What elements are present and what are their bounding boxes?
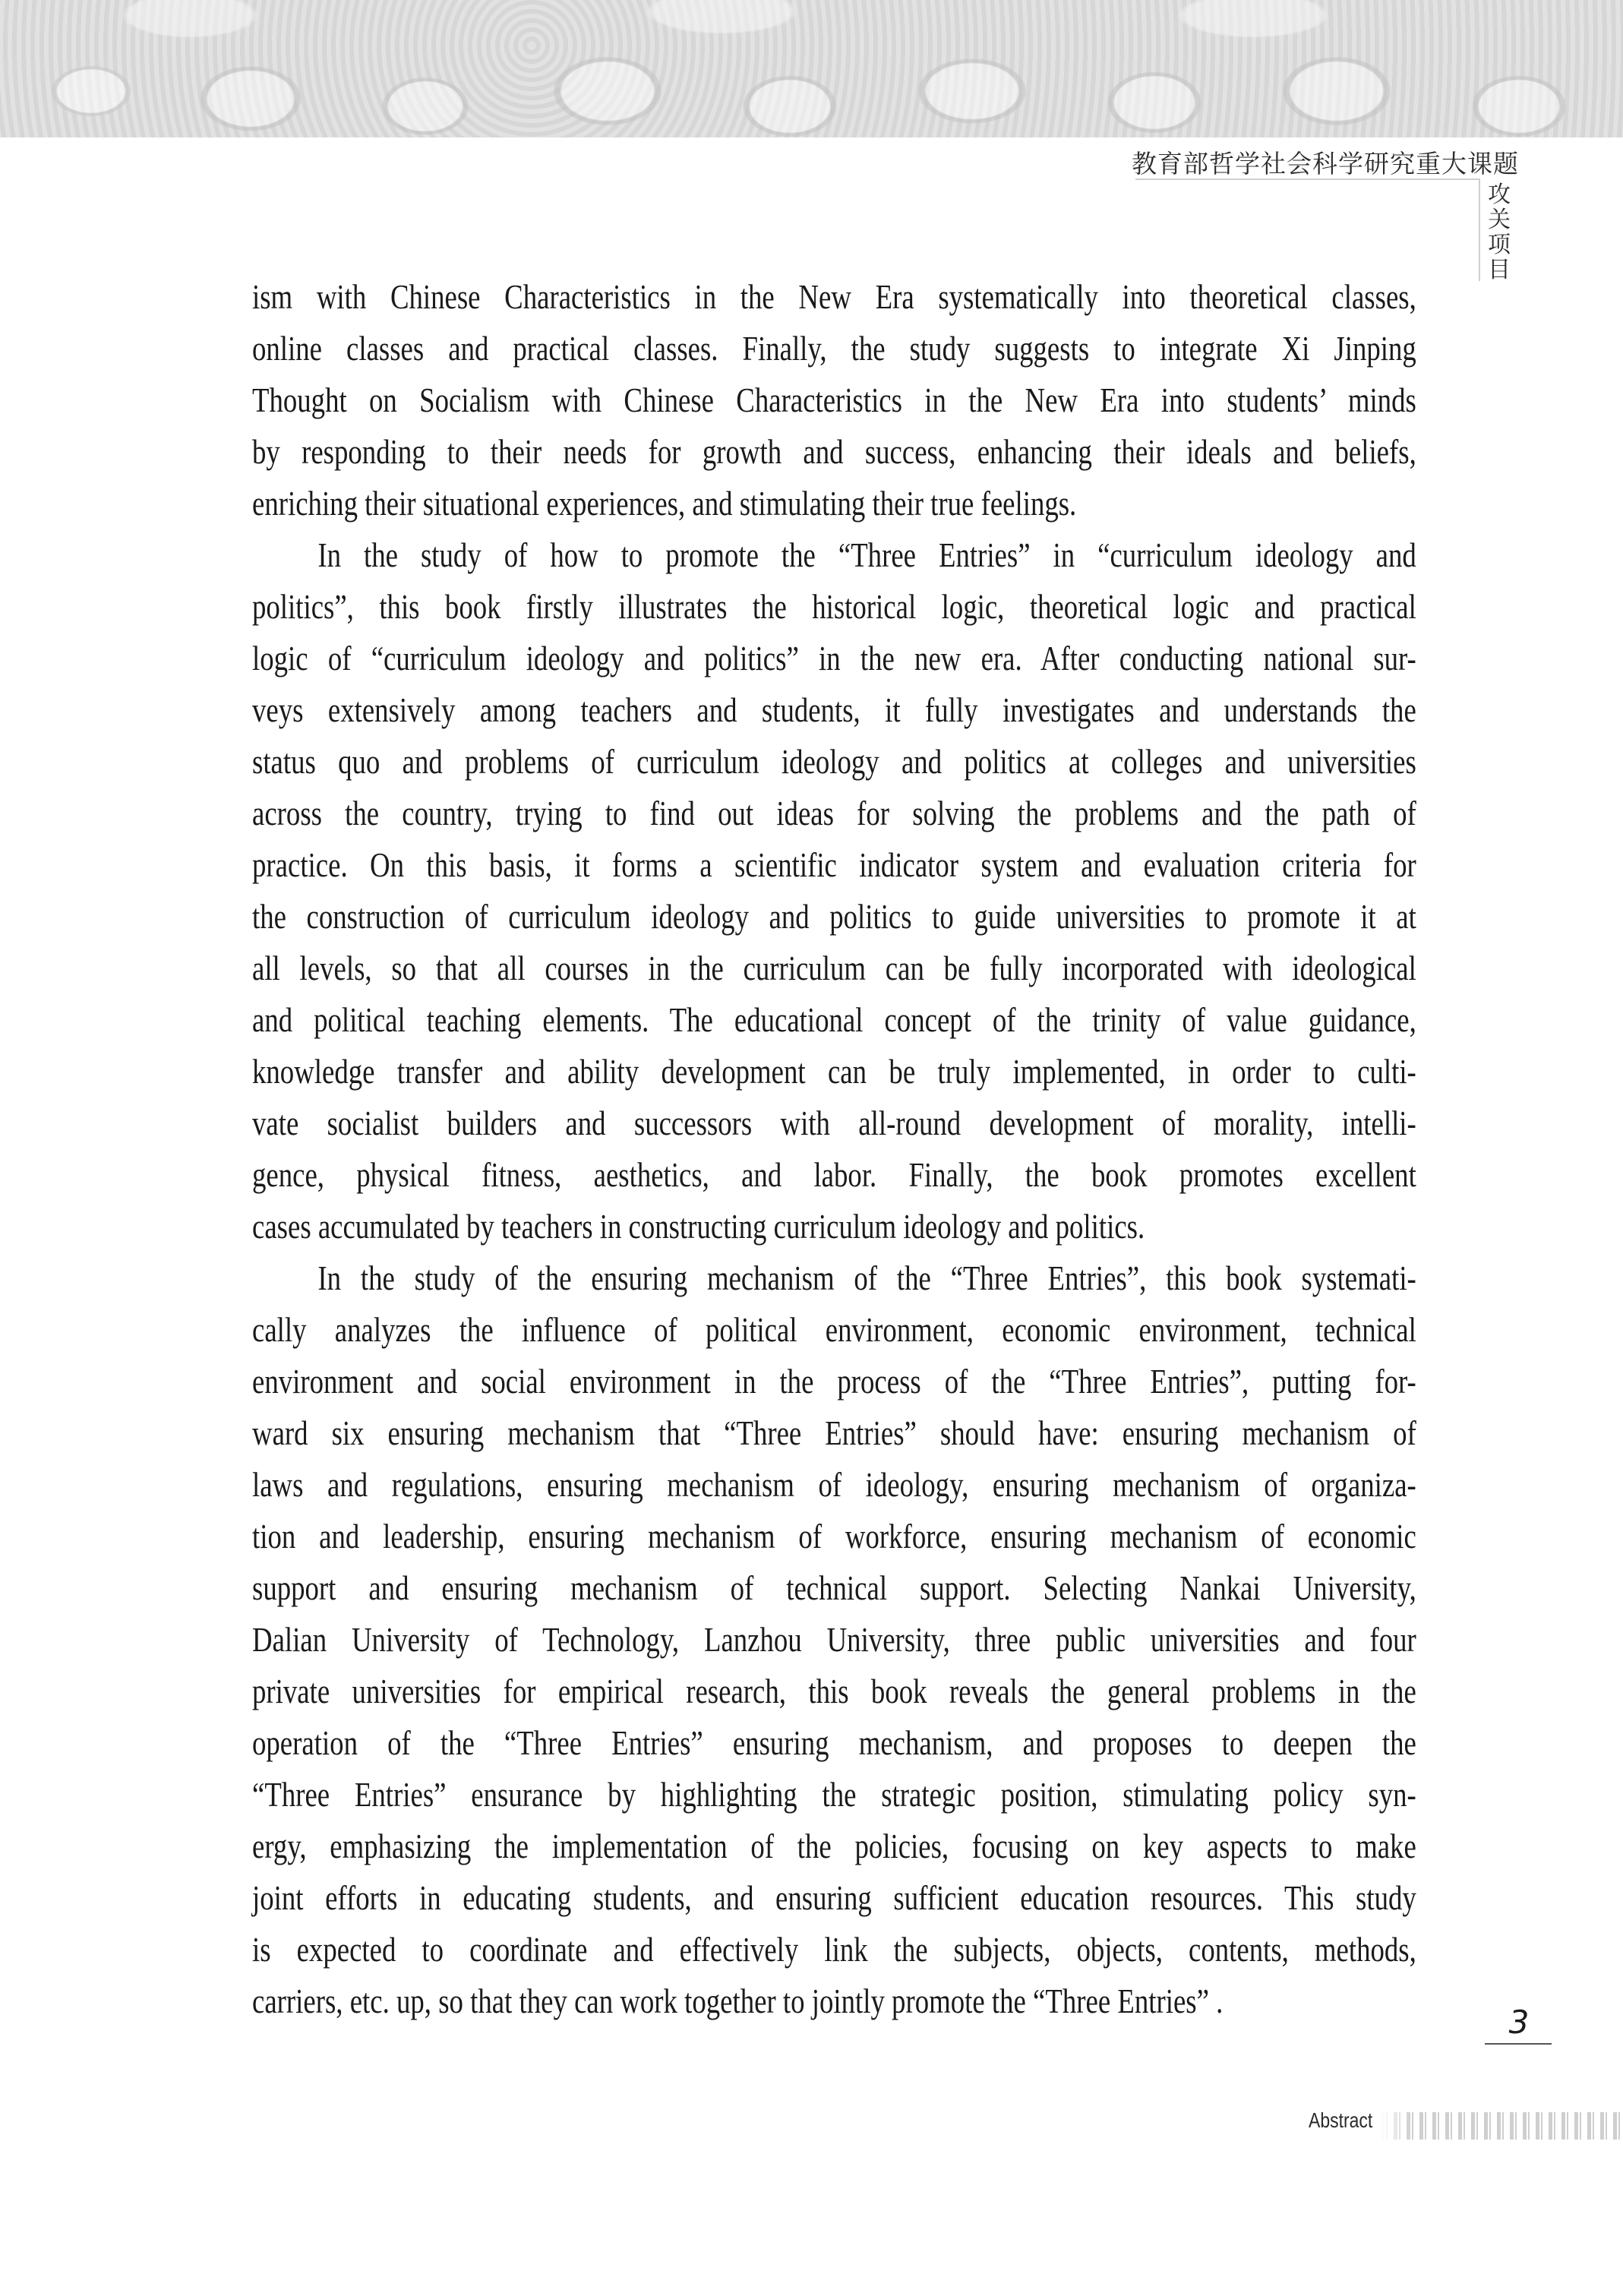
vertical-char: 项: [1488, 232, 1511, 258]
vertical-char: 关: [1488, 207, 1511, 233]
text-line-content: gence, physical fitness, aesthetics, and labor. Finally, the book promotes excellent: [252, 1155, 1416, 1194]
text-line: [252, 1776, 1416, 1828]
text-line: [252, 795, 1416, 847]
text-line-content: politics”, this book firstly illustrates the historical logic, theoretical logic and practical: [252, 587, 1416, 626]
text-line-content: and political teaching elements. The educational concept of the trinity of value guidance,: [252, 1000, 1416, 1039]
text-line-content: ward six ensuring mechanism that “Three Entries” should have: ensuring mechanism of: [252, 1413, 1416, 1452]
text-line-content: ergy, emphasizing the implementation of the policies, focusing on key aspects to make: [252, 1827, 1416, 1865]
text-line: [252, 1157, 1416, 1208]
text-line: [252, 1725, 1416, 1776]
text-line: [252, 1312, 1416, 1363]
vertical-char: 攻: [1488, 182, 1511, 208]
text-line-content: practice. On this basis, it forms a scientific indicator system and evaluation criteria for: [252, 845, 1416, 884]
text-line: [252, 382, 1416, 434]
text-line-content: In the study of the ensuring mechanism of the “Three Entries”, this book systemati-: [317, 1259, 1416, 1297]
abstract-body: [252, 279, 1416, 2035]
text-line-content: private universities for empirical research, this book reveals the general problems in the: [252, 1672, 1416, 1710]
text-line-content: all levels, so that all courses in the curriculum can be fully incorporated with ideological: [252, 949, 1416, 987]
text-line-content: tion and leadership, ensuring mechanism of workforce, ensuring mechanism of economic: [252, 1517, 1416, 1555]
section-label: Abstract: [1309, 2108, 1373, 2132]
text-line: [252, 899, 1416, 950]
text-line: [252, 434, 1416, 485]
text-line: [252, 1673, 1416, 1725]
text-line-content: joint efforts in educating students, and ensuring sufficient education resources. This study: [252, 1878, 1416, 1917]
text-line: [252, 950, 1416, 1002]
text-line: [252, 1363, 1416, 1415]
text-line-content: across the country, trying to find out ideas for solving the problems and the path of: [252, 794, 1416, 832]
text-line-content: online classes and practical classes. Finally, the study suggests to integrate Xi Jinping: [252, 329, 1416, 368]
text-line-content: is expected to coordinate and effectively link the subjects, objects, contents, methods,: [252, 1930, 1416, 1969]
text-line-content: enriching their situational experiences, and stimulating their true feelings.: [252, 484, 1077, 523]
text-line: [252, 1208, 1416, 1260]
text-line: [252, 847, 1416, 899]
text-line: [252, 1260, 1416, 1312]
text-line-content: status quo and problems of curriculum ideology and politics at colleges and universities: [252, 742, 1416, 781]
text-line: [252, 1105, 1416, 1157]
cloud-pattern-banner: [0, 0, 1623, 137]
text-line: [252, 640, 1416, 692]
text-line: [252, 330, 1416, 382]
text-line: [252, 692, 1416, 744]
decorative-dot-pattern: [1381, 2112, 1623, 2140]
text-line: [252, 1002, 1416, 1053]
text-line: [252, 1053, 1416, 1105]
text-line: [252, 1622, 1416, 1673]
text-line: [252, 1467, 1416, 1518]
text-line-content: cally analyzes the influence of political environment, economic environment, technical: [252, 1310, 1416, 1349]
text-line-content: In the study of how to promote the “Three Entries” in “curriculum ideology and: [317, 535, 1416, 574]
text-line: [252, 1570, 1416, 1622]
text-line: [252, 1415, 1416, 1467]
text-line-content: the construction of curriculum ideology and politics to guide universities to promote it at: [252, 897, 1416, 936]
text-line-content: logic of “curriculum ideology and politics” in the new era. After conducting national sur-: [252, 639, 1416, 677]
text-line: [252, 1931, 1416, 1983]
series-vertical-label: [1486, 182, 1513, 283]
text-line-content: knowledge transfer and ability development can be truly implemented, in order to culti-: [252, 1052, 1416, 1091]
text-line-content: ism with Chinese Characteristics in the New Era systematically into theoretical classes,: [252, 277, 1416, 316]
series-title: 教育部哲学社会科学研究重大课题: [1132, 149, 1519, 178]
header-rule-horizontal: [1135, 178, 1479, 180]
text-line-content: vate socialist builders and successors with all-round development of morality, intelli-: [252, 1104, 1416, 1142]
text-line: [252, 1880, 1416, 1931]
page-number: 3: [1508, 2004, 1530, 2041]
text-line: [252, 1983, 1416, 2035]
text-line: [252, 1828, 1416, 1880]
text-line-content: veys extensively among teachers and students, it fully investigates and understands the: [252, 690, 1416, 729]
text-line-content: Dalian University of Technology, Lanzhou University, three public universities and four: [252, 1620, 1416, 1659]
text-line: [252, 537, 1416, 589]
header-rule-vertical: [1479, 178, 1480, 281]
text-line-content: carriers, etc. up, so that they can work together to jointly promote the “Three Entries” .: [252, 1982, 1224, 2020]
text-line-content: “Three Entries” ensurance by highlighting the strategic position, stimulating policy syn-: [252, 1775, 1416, 1814]
text-line-content: environment and social environment in the process of the “Three Entries”, putting for-: [252, 1362, 1416, 1401]
text-line-content: support and ensuring mechanism of technical support. Selecting Nankai University,: [252, 1568, 1416, 1607]
text-line-content: operation of the “Three Entries” ensuring mechanism, and proposes to deepen the: [252, 1723, 1416, 1762]
page-number-rule: [1485, 2043, 1552, 2045]
text-line: [252, 1518, 1416, 1570]
text-line: [252, 744, 1416, 795]
text-line-content: laws and regulations, ensuring mechanism of ideology, ensuring mechanism of organiza-: [252, 1465, 1416, 1504]
text-line: [252, 279, 1416, 330]
vertical-char: 目: [1488, 257, 1511, 283]
text-line-content: by responding to their needs for growth and success, enhancing their ideals and beliefs,: [252, 432, 1416, 471]
text-line: [252, 485, 1416, 537]
text-line-content: Thought on Socialism with Chinese Characteristics in the New Era into students’ minds: [252, 381, 1416, 419]
text-line: [252, 589, 1416, 640]
text-line-content: cases accumulated by teachers in constructing curriculum ideology and politics.: [252, 1207, 1145, 1246]
